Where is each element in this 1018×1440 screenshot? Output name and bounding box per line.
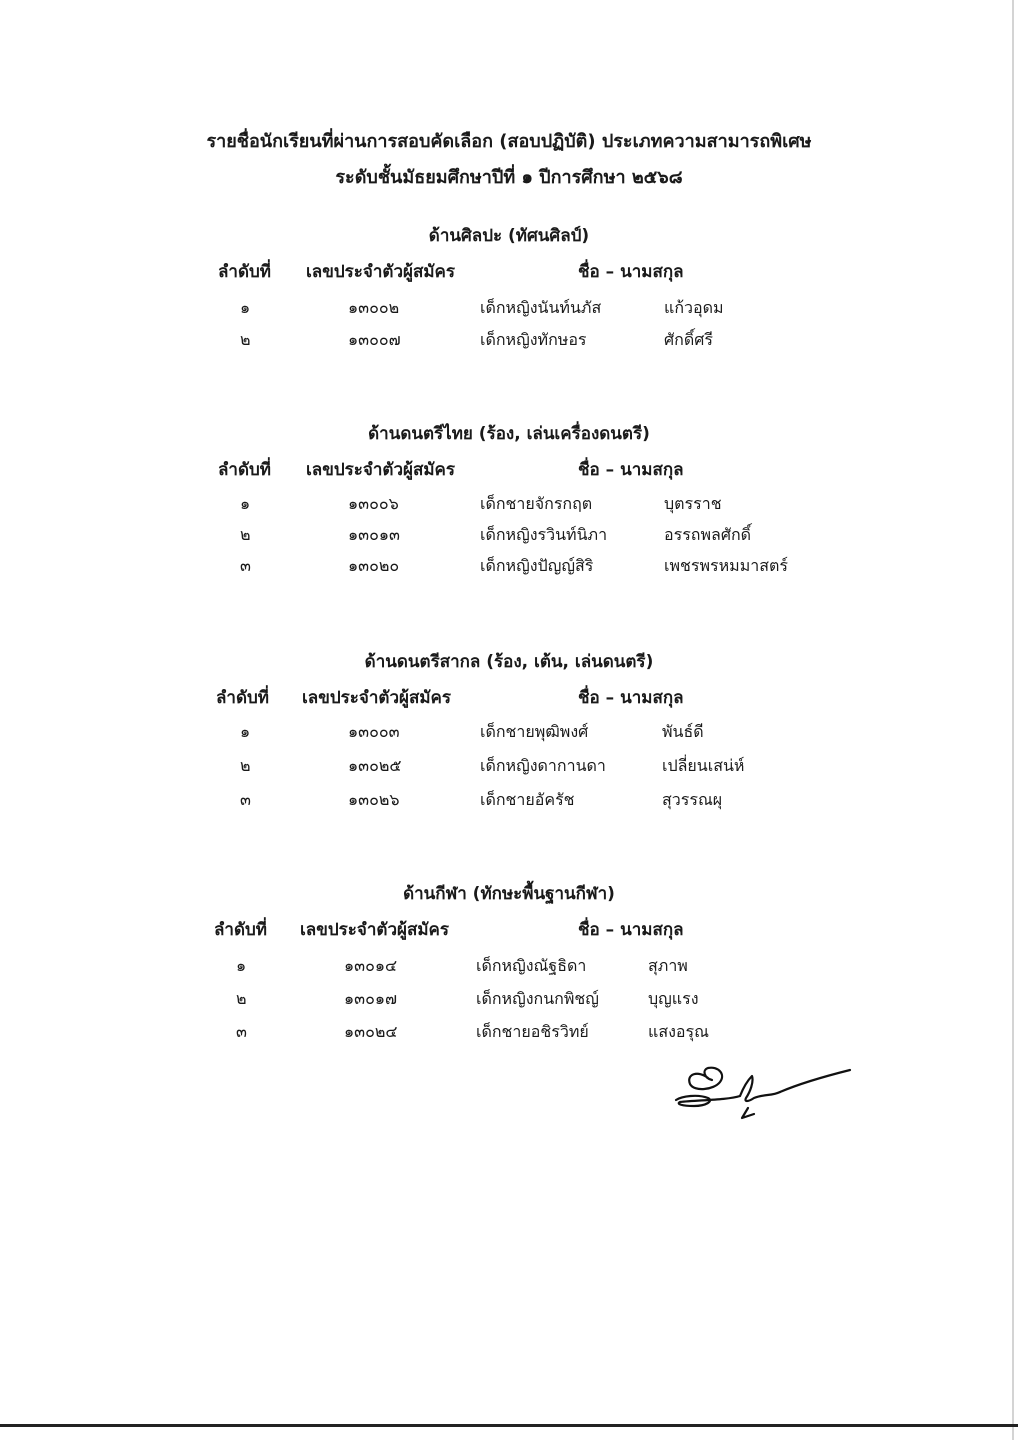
- first-name: เด็กชายพุฒิพงศ์: [480, 722, 589, 741]
- section-title: ด้านดนตรีสากล (ร้อง, เต้น, เล่นดนตรี): [364, 652, 654, 672]
- applicant-id: ๑๓๐๐๗: [348, 330, 401, 349]
- applicant-id: ๑๓๐๐๒: [348, 298, 400, 317]
- applicant-id: ๑๓๐๒๔: [344, 1022, 398, 1041]
- last-name: แสงอรุณ: [648, 1022, 709, 1041]
- last-name: บุตรราช: [664, 494, 722, 513]
- applicant-id: ๑๓๐๐๖: [348, 494, 399, 513]
- last-name: สุภาพ: [648, 956, 688, 975]
- table-row: [0, 954, 1018, 984]
- header-order: ลำดับที่: [214, 920, 268, 940]
- applicant-id: ๑๓๐๒๕: [348, 756, 402, 775]
- order-number: ๓: [236, 1022, 247, 1041]
- document-title: รายชื่อนักเรียนที่ผ่านการสอบคัดเลือก (สอบปฏิบัติ) ประเภทความสามารถพิเศษ: [206, 131, 812, 152]
- header-order: ลำดับที่: [218, 262, 272, 282]
- order-number: ๑: [240, 298, 251, 317]
- table-row: [0, 492, 1018, 522]
- header-name: ชื่อ – นามสกุล: [578, 688, 684, 708]
- first-name: เด็กหญิงณัฐธิดา: [476, 956, 587, 975]
- header-name: ชื่อ – นามสกุล: [578, 460, 684, 480]
- last-name: แก้วอุดม: [664, 298, 724, 317]
- table-row: [0, 554, 1018, 584]
- header-applicant-id: เลขประจำตัวผู้สมัคร: [302, 688, 452, 708]
- section-title: ด้านกีฬา (ทักษะพื้นฐานกีฬา): [403, 884, 615, 904]
- order-number: ๑: [240, 494, 251, 513]
- section-title: ด้านดนตรีไทย (ร้อง, เล่นเครื่องดนตรี): [368, 424, 650, 444]
- table-row: [0, 987, 1018, 1017]
- order-number: ๑: [240, 722, 251, 741]
- last-name: อรรถพลศักดิ์: [664, 525, 752, 544]
- first-name: เด็กหญิงกนกพิชญ์: [476, 989, 599, 1008]
- applicant-id: ๑๓๐๑๔: [344, 956, 398, 975]
- first-name: เด็กชายอชิรวิทย์: [476, 1022, 589, 1041]
- section-title: ด้านศิลปะ (ทัศนศิลป์): [428, 226, 590, 246]
- first-name: เด็กชายอัครัช: [480, 790, 575, 809]
- order-number: ๒: [240, 525, 251, 544]
- applicant-id: ๑๓๐๒๐: [348, 556, 400, 575]
- order-number: ๒: [240, 756, 251, 775]
- applicant-id: ๑๓๐๒๖: [348, 790, 400, 809]
- order-number: ๒: [236, 989, 247, 1008]
- applicant-id: ๑๓๐๐๓: [348, 722, 400, 741]
- last-name: ศักดิ์ศรี: [664, 330, 713, 349]
- last-name: เปลี่ยนเสน่ห์: [662, 756, 745, 775]
- table-row: [0, 1020, 1018, 1050]
- applicant-id: ๑๓๐๑๓: [348, 525, 400, 544]
- first-name: เด็กหญิงทักษอร: [480, 330, 587, 349]
- table-row: [0, 523, 1018, 553]
- table-row: [0, 754, 1018, 784]
- table-row: [0, 720, 1018, 750]
- applicant-id: ๑๓๐๑๗: [344, 989, 398, 1008]
- header-applicant-id: เลขประจำตัวผู้สมัคร: [306, 262, 456, 282]
- order-number: ๒: [240, 330, 251, 349]
- document-subtitle: ระดับชั้นมัธยมศึกษาปีที่ ๑ ปีการศึกษา ๒๕๖๘: [335, 167, 683, 188]
- last-name: เพชรพรหมมาสตร์: [664, 556, 788, 575]
- header-applicant-id: เลขประจำตัวผู้สมัคร: [300, 920, 450, 940]
- header-name: ชื่อ – นามสกุล: [578, 262, 684, 282]
- order-number: ๓: [240, 790, 251, 809]
- header-applicant-id: เลขประจำตัวผู้สมัคร: [306, 460, 456, 480]
- header-name: ชื่อ – นามสกุล: [578, 920, 684, 940]
- last-name: พันธ์ดี: [662, 722, 704, 741]
- first-name: เด็กหญิงนันท์นภัส: [480, 298, 602, 317]
- first-name: เด็กหญิงรวินท์นิภา: [480, 525, 608, 544]
- last-name: บุญแรง: [648, 989, 699, 1008]
- last-name: สุวรรณผุ: [662, 790, 723, 809]
- header-order: ลำดับที่: [218, 460, 272, 480]
- order-number: ๑: [236, 956, 247, 975]
- signature: [668, 1056, 858, 1128]
- page-edge-bottom: [0, 1424, 1018, 1427]
- order-number: ๓: [240, 556, 251, 575]
- table-row: [0, 296, 1018, 326]
- header-order: ลำดับที่: [216, 688, 270, 708]
- first-name: เด็กชายจักรกฤต: [480, 494, 593, 513]
- table-row: [0, 788, 1018, 818]
- first-name: เด็กหญิงดากานดา: [480, 756, 606, 775]
- table-row: [0, 328, 1018, 358]
- first-name: เด็กหญิงปัญญ์สิริ: [480, 556, 594, 575]
